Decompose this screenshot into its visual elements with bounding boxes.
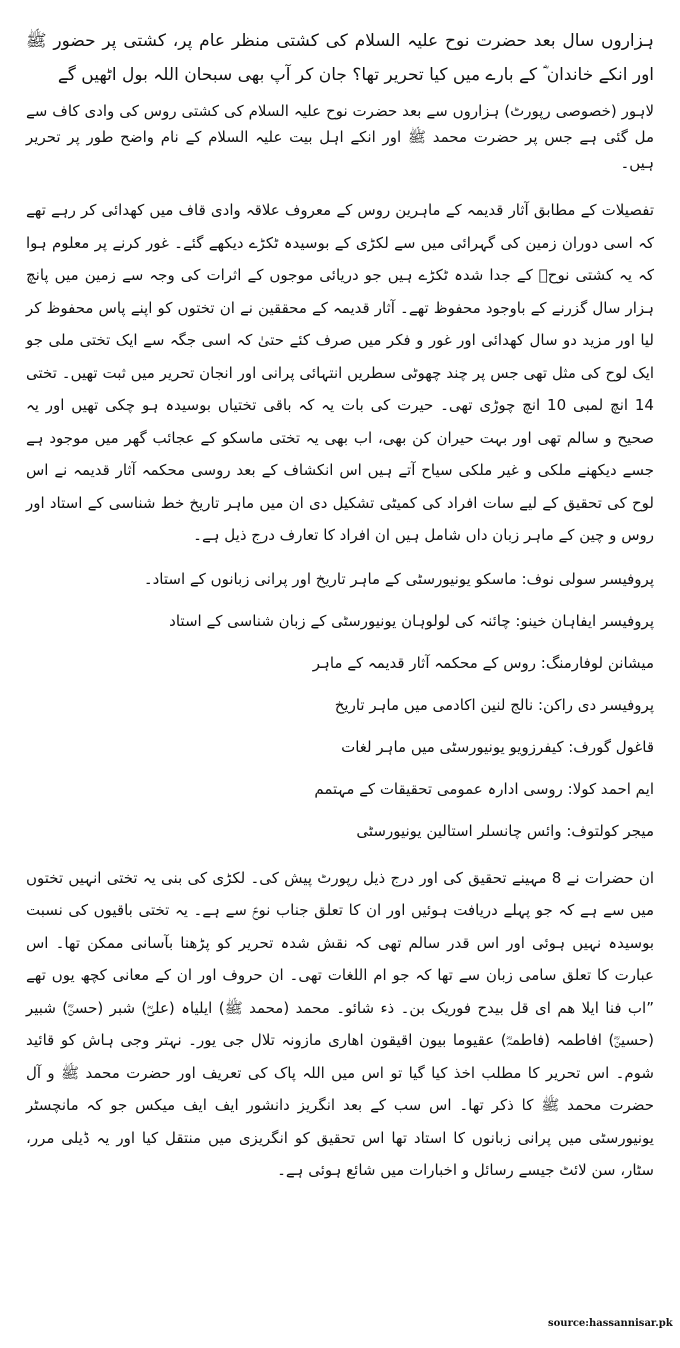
findings-paragraph: ان حضرات نے 8 مہینے تحقیق کی اور درج ذیل رپورٹ پیش کی۔ لکڑی کی بنی یہ تختی انہیں تختوں میں سے ہے کہ جو پہلے دریافت ہوئیں اور ان کا تعلق جناب نوحؑ سے ہے۔ یہ تختی باقیوں کی نسبت بوسیدہ نہیں ہوئی اور اس قدر سالم تھی کہ نقش شدہ تحریر کو پڑھنا بآسانی ممکن تھا۔ اس عبارت کا تعلق سامی زبان سے تھا کہ جو ام اللغات تھی۔ ان حروف اور ان کے معانی کچھ یوں تھے ”اب فنا ایلا ھم ای قل بیدح فوریک بن۔ ذء شائو۔ محمد (محمد ﷺ) ایلیاہ (علیؓ) شبر (حسنؓ) شبیر (حسینؓ) افاطمہ (فاطمہؓ) عقیوما بیون اقیقون اھاری مازونہ تلال جی یور۔ نہتر وجی ہاش کو قائید شوم۔ اس تحریر کا مطلب اخذ کیا گیا تو اس میں اللہ پاک کی تعریف اور حضرت محمد ﷺ و آل حضرت محمد ﷺ کا ذکر تھا۔ اس سب کے بعد انگریز دانشور ایف ایف میکس جو کہ مانچسٹر یونیورسٹی میں پرانی زبانوں کا استاد تھا اس تحقیق کو انگریزی میں منتقل کیا اور یہ ڈیلی مرر، سٹار، سن لائٹ جیسے رسائل و اخبارات میں شائع ہوئی ہے۔	[26, 868, 655, 1179]
intro-paragraph: لاہور (خصوصی رپورٹ) ہزاروں سے بعد حضرت نوح علیہ السلام کی کشتی روس کی وادی کاف سے مل گئی ہے جس پر حضرت محمد ﷺ اور انکے اہل بیت علیہ السلام کے نام واضح طور پر تحریر ہیں۔	[26, 102, 654, 172]
committee-member: قاغول گورف: کیفرزویو یونیورسٹی میں ماہر لغات	[341, 737, 654, 756]
committee-member: میجر کولتوف: وائس چانسلر استالین یونیورسٹی	[356, 821, 654, 840]
source-credit: source:hassannisar.pk	[548, 1318, 673, 1329]
committee-member: پروفیسر ایفاہان خینو: چائنہ کی لولوہان یونیورسٹی کے زبان شناسی کے استاد	[169, 611, 654, 630]
article-headline: ہزاروں سال بعد حضرت نوح علیہ السلام کی کشتی منظر عام پر، کشتی پر حضور ﷺ اور انکے خاندان ؓ کے بارے میں کیا تحریر تھا؟ جان کر آپ بھی سبحان اللہ بول اٹھیں گے	[26, 31, 654, 85]
committee-member: میشانن لوفارمنگ: روس کے محکمہ آثار قدیمہ کے ماہر	[312, 653, 654, 672]
committee-member: پروفیسر سولی نوف: ماسکو یونیورسٹی کے ماہر تاریخ اور پرانی زبانوں کے استاد۔	[143, 569, 654, 588]
committee-member: ایم احمد کولا: روسی ادارہ عمومی تحقیقات کے مہتمم	[314, 779, 654, 798]
details-paragraph: تفصیلات کے مطابق آثار قدیمہ کے ماہرین روس کے معروف علاقہ وادی قاف میں کھدائی کر رہے تھے کہ اسی دوران زمین کی گہرائی میں سے لکڑی کے بوسیدہ ٹکڑے دیکھے گئے۔ غور کرنے پر معلوم ہوا کہ یہ کشتی نوحؑ کے جدا شدہ ٹکڑے ہیں جو دریائی موجوں کے اثرات کی وجہ سے زمین میں پانچ ہزار سال گزرنے کے باوجود محفوظ تھے۔ آثار قدیمہ کے محققین نے ان تختوں کو اپنے پاس محفوظ کر لیا اور مزید دو سال کھدائی اور غور و فکر میں صرف کئے حتیٰ کہ اسی جگہ سے ایک تختی ملی جو ایک لوح کی مثل تھی جس پر چند چھوٹی سطریں انتہائی پرانی اور انجان تحریر میں ثبت تھیں۔ تختی 14 انچ لمبی 10 انچ چوڑی تھی۔ حیرت کی بات یہ کہ باقی تختیاں بوسیدہ ہو چکی تھیں اور یہ صحیح و سالم تھی اور بہت حیران کن بھی، اب بھی یہ تختی ماسکو کے عجائب گھر میں موجود ہے جسے دیکھنے ملکی و غیر ملکی سیاح آتے ہیں اس انکشاف کے بعد روسی محکمہ آثار قدیمہ نے اس لوح کی تحقیق کے لیے سات افراد کی کمیٹی تشکیل دی ان میں ماہر تاریخ خط شناسی کے استاد اور روس و چین کے ماہر زبان داں شامل ہیں ان افراد کا تعارف درج ذیل ہے۔	[26, 201, 654, 544]
committee-member: پروفیسر دی راکن: نالج لنین اکادمی میں ماہر تاریخ	[334, 695, 654, 714]
committee-list	[26, 568, 654, 842]
